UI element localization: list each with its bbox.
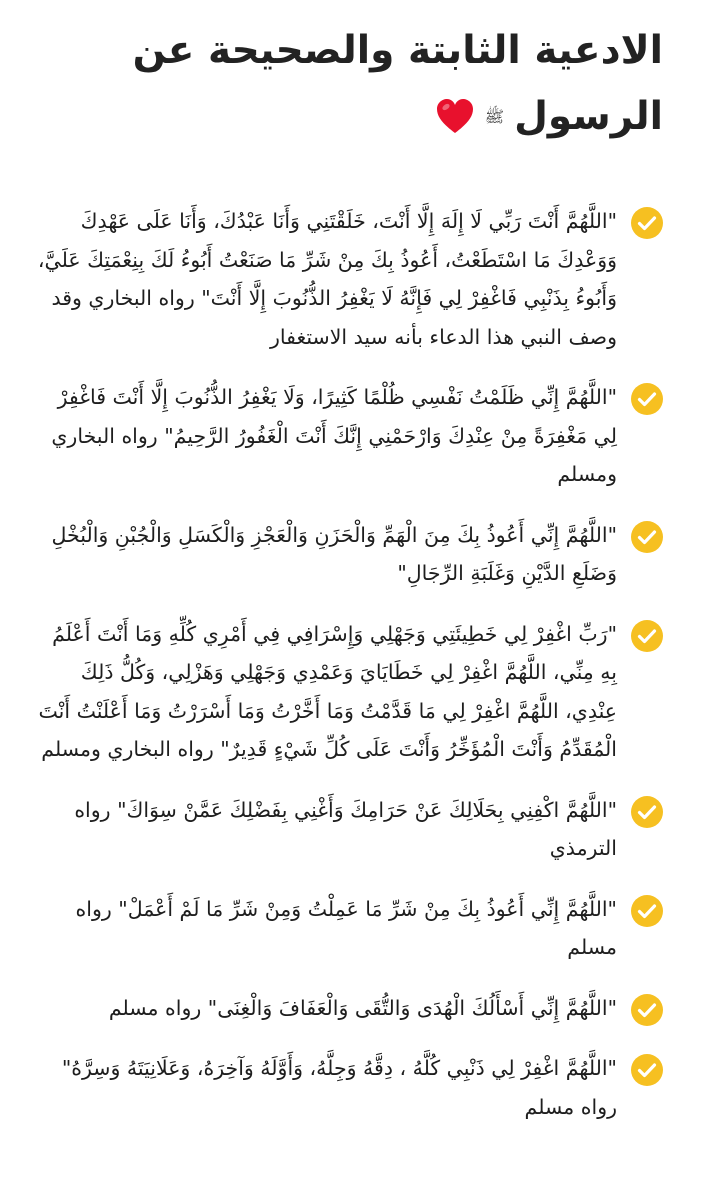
dua-item [30, 989, 663, 1028]
dua-text: "اللَّهُمَّ اكْفِنِي بِحَلَالِكَ عَنْ حَرَامِكَ وَأَغْنِي بِفَضْلِكَ عَمَّنْ سِوَاكَ" رواه الترمذي [74, 797, 617, 860]
title-line-2 [30, 84, 663, 150]
dua-item [30, 1049, 663, 1126]
check-circle-icon [631, 796, 663, 828]
honorific-symbol: ﷺ [484, 107, 505, 127]
dua-item [30, 615, 663, 769]
title-word: الرسول [514, 94, 663, 139]
red-heart-icon [435, 97, 475, 137]
check-circle-icon [631, 521, 663, 553]
check-circle-icon [631, 1054, 663, 1086]
check-circle-icon [631, 620, 663, 652]
dua-item [30, 890, 663, 967]
dua-list [30, 202, 663, 1126]
check-circle-icon [631, 383, 663, 415]
dua-text: "اللَّهُمَّ إِنِّي أَعُوذُ بِكَ مِنَ الْهَمِّ وَالْحَزَنِ وَالْعَجْزِ وَالْكَسَلِ وَالْجُبْنِ وَالْبُخْلِ وَضَلَعِ الدَّيْنِ وَغَلَبَةِ الرِّجَالِ" [51, 522, 617, 585]
dua-item [30, 202, 663, 356]
check-circle-icon [631, 207, 663, 239]
dua-item [30, 791, 663, 868]
page-title [30, 18, 663, 150]
title-line-1: الادعية الثابتة والصحيحة عن [132, 28, 663, 73]
check-circle-icon [631, 895, 663, 927]
dua-text: "اللَّهُمَّ اغْفِرْ لِي ذَنْبِي كُلَّهُ ، دِقَّهُ وَجِلَّهُ، وَأَوَّلَهُ وَآخِرَهُ، وَعَلَانِيَتَهُ وَسِرَّهُ" رواه مسلم [61, 1056, 617, 1119]
dua-text: "اللَّهُمَّ أَنْتَ رَبِّي لَا إِلَهَ إِلَّا أَنْتَ، خَلَقْتَنِي وَأَنَا عَبْدُكَ، وَأَنَا عَلَى عَهْدِكَ وَوَعْدِكَ مَا اسْتَطَعْتُ، أَعُوذُ بِكَ مِنْ شَرِّ مَا صَنَعْتُ أَبُوءُ لَكَ بِنِعْمَتِكَ عَلَيَّ، وَأَبُوءُ بِذَنْبِي فَاغْفِرْ لِي فَإِنَّهُ لَا يَغْفِرُ الذُّنُوبَ إِلَّا أَنْتَ" رواه البخاري وقد وصف النبي هذا الدعاء بأنه سيد الاستغفار [37, 209, 617, 349]
dua-text: "اللَّهُمَّ إِنِّي أَعُوذُ بِكَ مِنْ شَرِّ مَا عَمِلْتُ وَمِنْ شَرِّ مَا لَمْ أَعْمَلْ" رواه مسلم [75, 896, 617, 959]
dua-item [30, 378, 663, 494]
dua-text: "اللَّهُمَّ إِنِّي أَسْأَلُكَ الْهُدَى وَالتُّقَى وَالْعَفَافَ وَالْغِنَى" رواه مسلم [108, 995, 617, 1020]
dua-text: "رَبِّ اغْفِرْ لِي خَطِيئَتِي وَجَهْلِي وَإِسْرَافِي فِي أَمْرِي كُلِّهِ وَمَا أَنْتَ أَعْلَمُ بِهِ مِنِّي، اللَّهُمَّ اغْفِرْ لِي خَطَايَايَ وَعَمْدِي وَجَهْلِي وَهَزْلِي، وَكُلُّ ذَلِكَ عِنْدِي، اللَّهُمَّ اغْفِرْ لِي مَا قَدَّمْتُ وَمَا أَخَّرْتُ وَمَا أَسْرَرْتُ وَمَا أَعْلَنْتُ أَنْتَ الْمُقَدِّمُ وَأَنْتَ الْمُؤَخِّرُ وَأَنْتَ عَلَى كُلِّ شَيْءٍ قَدِيرٌ" رواه البخاري ومسلم [38, 621, 617, 761]
dua-text: "اللَّهُمَّ إِنِّي ظَلَمْتُ نَفْسِي ظُلْمًا كَثِيرًا، وَلَا يَغْفِرُ الذُّنُوبَ إِلَّا أَنْتَ فَاغْفِرْ لِي مَغْفِرَةً مِنْ عِنْدِكَ وَارْحَمْنِي إِنَّكَ أَنْتَ الْغَفُورُ الرَّحِيمُ" رواه البخاري ومسلم [51, 385, 617, 486]
check-circle-icon [631, 994, 663, 1026]
dua-item [30, 516, 663, 593]
